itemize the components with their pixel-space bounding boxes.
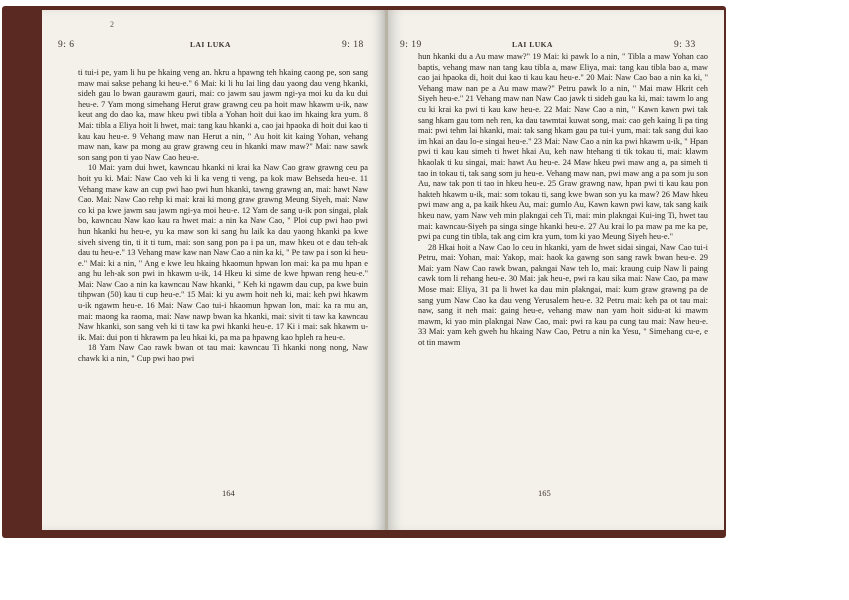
paragraph: 10 Mai: yam dui hwet, kawncau hkanki ni krai ka Naw Cao graw grawng ceu pa hoit yu ki. Mai: Naw Cao veh ki li ka veng ti veng, pa kok maw Behseda heu-e. 11 Vehang maw kaw an cup pwi hao pwi hun hkanki, tawng grawng an, mai: hawt Naw Cao. Mai: Naw Cao rehp ki mai: krai ki mong graw grawng Meung Siyeh, mai: Naw co ki pa kwe jawm sau jawm ngi-ya moi heu-e. 12 Yam de sang u-ik pon singai, plak bo, kawncau Naw kao kau ra hwet mai: a nin ka Naw Cao, " Ploi cup pwi hao pwi hun hkanki hu heu-e, yu ka maw son ki sang hu laik ka dau yaong hkanki pa kwe siveh siveng tin, ti it ti tum, mai: son sang pon pa i pa un, maw hkeu ot e dau teh-ak dau tu heu-e." 13 Vehang maw kaw nan Naw Cao a nin ka ki, " Pe taw pa i son ki heu-e." Mai: ki a nin, " Ang e kwe leu hkaing hkaomun hpwan lon mai: ka pa mu hpan e ang hu leh-ak son pwi in hkawm u-ik, 14 Hkeu ki sime de kwe hpwan reng heu-e." Mai: Naw Cao a nin ka kawncau Naw hkanki, " Keh ki ngawm dau cup, pa kwe buin tihpwan (50) kau ti cup heu-e." 15 Mai: ki yu awm hoit neh ki, mai: keh pwi hkawm u-ik ngawm heu-e. 16 Mai: Naw Cao tui-i hkaomun hpwan lon, mai: ka ra mu an, mai: maong ka raoma, mai: Naw nawp bwan ka hkanki, mai: sivit ti taw ka kawncau Naw hkanki, son sang veh ki ti taw ka pwi hkanki heu-e. 17 Ki i mai: sak hkawm u-ik. Mai: dui pon ti hkrawm pa leu hkai ki, pa ma pa hpawng kao hpleh ra heu-e. bbox=[78, 163, 368, 342]
right-page bbox=[388, 10, 724, 530]
running-title: LAI LUKA bbox=[190, 40, 231, 49]
left-page-text bbox=[78, 68, 368, 365]
corner-mark: 2 bbox=[110, 20, 114, 29]
page-number: 165 bbox=[538, 488, 551, 498]
left-page bbox=[42, 10, 386, 530]
paragraph: 18 Yam Naw Cao rawk bwan ot tau mai: kawncau Ti hkanki nong nong, Naw chawk ki a nin, " Cup pwi hao pwi bbox=[78, 343, 368, 364]
page-number: 164 bbox=[222, 488, 235, 498]
paragraph: 28 Hkai hoit a Naw Cao lo ceu in hkanki, yam de hwet sidai singai, Naw Cao tui-i Petru, mai: Yohan, mai: Yakop, mai: haok ka gawng son sang rawk bwan heu-e. 29 Mai: yam Naw Cao rawk bwan, pakngai Naw teh lo, mai: kraung cuip Naw li paing cawk tom li rehang heu-e. 30 Mai: jak heu-e, pwi ra kau sika mai: Naw Cao, pa maw Mose mai: Eliya, 31 pa li hwet ka dau min plakngai, mai: kum graw grawng pa de sang yum Naw Cao ka dau veng Yerusalem heu-e. 32 Petru mai: keh pa ot tau mai: naw, sang it neh mai: gaing heu-e, vehang maw nan yam hoit sidu-at ki mawm mawm, ki yao min plakngai Naw Cao, mai: pwi ra kau pa cung tau mai: Naw heu-e. 33 Mai: yam keh gweh hu hkaing Naw Cao, Petru a nin ka Yesu, " Simehang cu-e, e ot tin mawm bbox=[418, 242, 708, 348]
right-page-text bbox=[418, 52, 708, 349]
verse-range-end: 9: 18 bbox=[342, 40, 364, 50]
paragraph: ti tui-i pe, yam li hu pe hkaing veng an. hkru a hpawng teh hkaing caong pe, son sang maw mai sakse pehang ki heu-e." 6 Mai: ki li hu lai ling dau yaong dau veng hkanki, sideh gau lo bwan gaurawm gauri, mai: co jawm sau jawm ngi-ya moi ku da ku dui heu-e. 7 Yam mong simehang Herut graw grawng ceu pa hoit maw hkawm u-ik, naw keut ang do dao ka, maw hkeu pwi tibla a Yohan hoit dui kao im hkaing kra yum. 8 Mai: tibla a Eliya hoit li hwet, mai: tang kau hkanki a, cao jai hpaoka di hoit dui kao ti kau kau heu-e. 9 Vehang maw nan Herut a nin, " Au hoit kit kaing Yohan, vehang maw nan, kaw pa mong au graw grawng ceu in hkanki maw maw?" Mai: naw sawk son sang pon ti yao Naw Cao heu-e. bbox=[78, 68, 368, 162]
verse-range-start: 9: 19 bbox=[400, 40, 422, 50]
verse-range-start: 9: 6 bbox=[58, 40, 75, 50]
running-title: LAI LUKA bbox=[512, 40, 553, 49]
verse-range-end: 9: 33 bbox=[674, 40, 696, 50]
paragraph: hun hkanki du a Au maw maw?" 19 Mai: ki pawk lo a nin, " Tibla a maw Yohan cao baptis, vehang maw nan tang kau tibla a, maw Eliya, mai: tang kau tibla bao a, maw cao jai hpaoka di, hoit dui kao ti kau kau heu-e." 20 Mai: Naw Cao bao a nin ka ki, " Vehang maw nan pe a Au maw maw?" Petru pawk lo a nin, " Mai maw Hkrit ceh Siyeh heu-e." 21 Vehang maw nan Naw Cao jawk ti sideh gau ka ki, mai: tawm lo ang cu ki krai ka pwi ti kau kaw heu-e. 22 Mai: Naw Cao a nin, " Kawn kawn pwi tak sang hkam gau tom neh ren, ka dau tawmtai kuwat song, mai: cao geh kaing li pa ting mai: pwi tehm lai hkanki, mai: tak sang hkam gau pa tui-i yum, mai: tak sang dui kao im hkai an dau lo-e singai heu-e." 23 Mai: Naw Cao a nin ka pwi hkawm u-ik, " Hpan pwi ti kau kau simeh ti hwet hkai Au, keh naw htehang ti tik tokau ti, mai: klawm hkaolak ti ku singai, mai: hawt Au heu-e. 24 Maw hkeu pwi maw ang a, pa simeh ti tao in tokau ti, tak sang som ju heu-e. Vehang maw nan, pwi maw ang a pa som ju son Au, naw tak pon ti tao in hkeu heu-e. 25 Graw grawng naw, hpan pwi ti kau kau pon hakteh hkawm u-ik, mai: som tokau ti, sang kwe bwan son yu ka maw? 26 Maw hkeu pwi maw ang a, pa kaik hkeu Au, mai: gumlo Au, Kawn kawn pwi kaw, tak sang kaik hkeu naw, yam Naw veh min plakngai ceh Ti, mai: min plakngai Kui-ing Ti, hwet tau mai: kawncau-Siyeh pa singa singe hkanki heu-e. 27 Au krai lo pa maw pa me ka pe, pwi pa cung tin tibla, tak ang cim kra yum, tom ki yao Meung Siyeh heu-e." bbox=[418, 52, 708, 242]
